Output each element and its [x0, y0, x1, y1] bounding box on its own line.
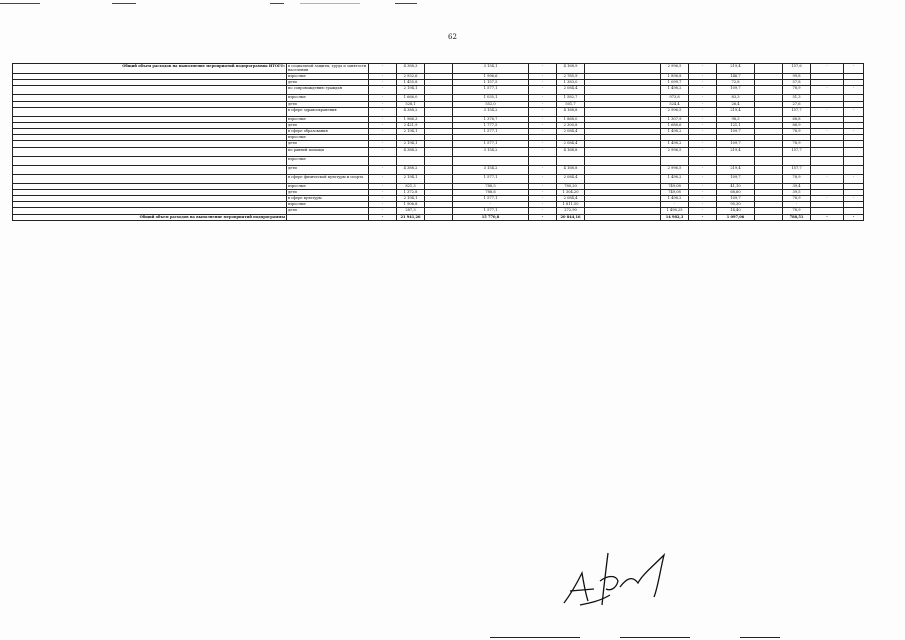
value-cell-9: 78,9 [783, 141, 811, 147]
value-cell-2: 4 388,2 [397, 107, 425, 116]
spacer-cell [425, 214, 453, 220]
value-cell-7: - [689, 73, 717, 79]
value-cell-7: - [689, 196, 717, 202]
row-label-cell: взрослые [287, 116, 369, 122]
value-cell-4: - [529, 95, 557, 101]
value-cell-4: - [529, 73, 557, 79]
value-cell-8: 121,1 [717, 122, 755, 128]
value-cell-7: - [689, 80, 717, 86]
value-cell-2: 1 455,8 [397, 80, 425, 86]
table-row [13, 64, 864, 74]
value-cell-6 [661, 156, 689, 165]
signature [560, 545, 690, 610]
spacer-cell [425, 86, 453, 95]
row-label-cell: взрослые [287, 95, 369, 101]
value-cell-7: - [689, 116, 717, 122]
value-cell-5: 4 168,8 [557, 107, 585, 116]
value-cell-2: 2 194,1 [397, 196, 425, 202]
table-row [13, 86, 864, 95]
value-cell-1: - [369, 107, 397, 116]
value-cell-10 [811, 165, 844, 174]
spacer-cell [585, 107, 661, 116]
row-label-cell: взрослые [287, 135, 369, 141]
value-cell-3: 15 770,8 [453, 214, 529, 220]
value-cell-8: 109,7 [717, 141, 755, 147]
row-label-cell: в сфере образования [287, 129, 369, 135]
value-cell-11: - [844, 107, 864, 116]
table-body [13, 64, 864, 221]
value-cell-9: 57,8 [783, 80, 811, 86]
row-label-cell: взрослые [287, 73, 369, 79]
value-cell-7: - [689, 189, 717, 195]
value-cell-3: 3 154,1 [453, 64, 529, 74]
spacer-cell [755, 174, 783, 183]
value-cell-10: - [811, 64, 844, 74]
row-label-cell: взрослые [287, 202, 369, 208]
value-cell-6: 14 982,3 [661, 214, 689, 220]
value-cell-3: 552,0 [453, 101, 529, 107]
value-cell-6: 2 996,5 [661, 165, 689, 174]
value-cell-6: 1 498,2 [661, 129, 689, 135]
table-row [13, 214, 864, 220]
value-cell-8: 109,7 [717, 86, 755, 95]
value-cell-6: 1 307,9 [661, 116, 689, 122]
value-cell-3: 1 996,6 [453, 73, 529, 79]
value-cell-2: 4 388,3 [397, 64, 425, 74]
scan-artifact-top [0, 0, 905, 8]
value-cell-2: 2 194,1 [397, 174, 425, 183]
value-cell-3: 1 577,1 [453, 196, 529, 202]
value-cell-3 [453, 156, 529, 165]
value-cell-10 [811, 147, 844, 156]
value-cell-9: 78,9 [783, 86, 811, 95]
value-cell-1 [369, 156, 397, 165]
spacer-cell [425, 165, 453, 174]
value-cell-8: 72,8 [717, 80, 755, 86]
value-cell-3: 1 577,1 [453, 174, 529, 183]
value-cell-3: 3 154,2 [453, 165, 529, 174]
value-cell-4: - [529, 116, 557, 122]
value-cell-5: 2 084,4 [557, 86, 585, 95]
spacer-cell [425, 64, 453, 74]
value-cell-4: - [529, 141, 557, 147]
value-cell-4: - [529, 80, 557, 86]
value-cell-1: - [369, 208, 397, 214]
value-cell-11 [844, 165, 864, 174]
value-cell-7: - [689, 129, 717, 135]
value-cell-4: - [529, 208, 557, 214]
value-cell-4 [529, 156, 557, 165]
value-cell-1: - [369, 147, 397, 156]
spacer-cell [755, 107, 783, 116]
value-cell-4: - [529, 86, 557, 95]
value-cell-2: 528,1 [397, 101, 425, 107]
value-cell-6: 2 996,5 [661, 64, 689, 74]
value-cell-1: - [369, 129, 397, 135]
value-cell-7 [689, 156, 717, 165]
value-cell-6: 2 996,5 [661, 107, 689, 116]
value-cell-1: - [369, 101, 397, 107]
value-cell-3: 1 577,1 [453, 141, 529, 147]
value-cell-1: - [369, 189, 397, 195]
value-cell-4: - [529, 107, 557, 116]
row-label-cell: в сфере здравоохранения [287, 107, 369, 116]
value-cell-6: 1 498,2 [661, 86, 689, 95]
value-cell-8: 109,7 [717, 196, 755, 202]
value-cell-6: 973,8 [661, 95, 689, 101]
value-cell-5: 1 811,50 [557, 202, 585, 208]
spacer-cell [585, 64, 661, 74]
value-cell-8: 219,4 [717, 107, 755, 116]
spacer-cell [585, 86, 661, 95]
value-cell-4: - [529, 189, 557, 195]
value-cell-2: 287,3 [397, 208, 425, 214]
value-cell-10: - [811, 107, 844, 116]
value-cell-5 [557, 156, 585, 165]
value-cell-7: - [689, 141, 717, 147]
value-cell-9: 788,51 [783, 214, 811, 220]
value-cell-4: - [529, 165, 557, 174]
spacer-cell [755, 64, 783, 74]
value-cell-8: 68,60 [717, 189, 755, 195]
value-cell-5: 4 168,9 [557, 64, 585, 74]
value-cell-9: 99,8 [783, 73, 811, 79]
value-cell-8: 83,3 [717, 95, 755, 101]
value-cell-5: 2 084,4 [557, 141, 585, 147]
spacer-cell [425, 147, 453, 156]
value-cell-3: 3 154,2 [453, 147, 529, 156]
row-label-cell: по ранней помощи [287, 147, 369, 156]
value-cell-8: 109,7 [717, 174, 755, 183]
value-cell-7: - [689, 214, 717, 220]
value-cell-11: - [844, 64, 864, 74]
row-label-cell: дети [287, 80, 369, 86]
row-label-cell [287, 214, 369, 220]
value-cell-1: - [369, 116, 397, 122]
spacer-cell [755, 165, 783, 174]
spacer-cell [425, 156, 453, 165]
value-cell-7: - [689, 95, 717, 101]
value-cell-8 [717, 156, 755, 165]
spacer-cell [755, 214, 783, 220]
value-cell-3: 1 376,7 [453, 116, 529, 122]
value-cell-8: 14,40 [717, 208, 755, 214]
value-cell-5: 2 785,9 [557, 73, 585, 79]
row-title-cell [13, 156, 287, 165]
value-cell-7: - [689, 183, 717, 189]
value-cell-10: - [811, 129, 844, 135]
value-cell-9 [783, 156, 811, 165]
value-cell-9: 68,8 [783, 116, 811, 122]
value-cell-5: 2 084,4 [557, 196, 585, 202]
value-cell-9: 78,9 [783, 208, 811, 214]
value-cell-5: 1 383,0 [557, 80, 585, 86]
value-cell-1: - [369, 196, 397, 202]
value-cell-9: 51,3 [783, 95, 811, 101]
value-cell-8: 219,4 [717, 165, 755, 174]
value-cell-3: 1 777,5 [453, 122, 529, 128]
value-cell-11: - [844, 214, 864, 220]
value-cell-6: 2 996,5 [661, 147, 689, 156]
value-cell-4: - [529, 64, 557, 74]
expenses-table [12, 63, 864, 221]
value-cell-10: - [811, 86, 844, 95]
value-cell-8: 219,4 [717, 64, 755, 74]
value-cell-8: 219,4 [717, 147, 755, 156]
value-cell-3: 788,6 [453, 189, 529, 195]
value-cell-7: - [689, 122, 717, 128]
value-cell-8: 109,7 [717, 129, 755, 135]
value-cell-3: - [453, 202, 529, 208]
spacer-cell [755, 86, 783, 95]
value-cell-6: 1 498,2 [661, 174, 689, 183]
value-cell-1: - [369, 73, 397, 79]
value-cell-11: - [844, 129, 864, 135]
value-cell-1: - [369, 183, 397, 189]
row-label-cell: дети [287, 141, 369, 147]
value-cell-6: 749,08 [661, 189, 689, 195]
value-cell-2: 4 388,2 [397, 165, 425, 174]
row-label-cell: дети [287, 189, 369, 195]
row-title-cell [13, 107, 287, 116]
value-cell-5: 2 084,4 [557, 174, 585, 183]
value-cell-6: 1 498,25 [661, 208, 689, 214]
value-cell-9: 157,7 [783, 165, 811, 174]
spacer-cell [585, 174, 661, 183]
value-cell-4: - [529, 101, 557, 107]
value-cell-6: 1 498,2 [661, 141, 689, 147]
value-cell-7: - [689, 64, 717, 74]
value-cell-1: - [369, 122, 397, 128]
value-cell-2: 2 421,9 [397, 122, 425, 128]
value-cell-10 [811, 156, 844, 165]
value-cell-1: - [369, 141, 397, 147]
row-title-cell: Общий объем расходов на выполнение мероприятий подпрограммы ИТОГО: [13, 64, 287, 74]
value-cell-11 [844, 147, 864, 156]
value-cell-7: - [689, 202, 717, 208]
value-cell-2: 1 372,8 [397, 189, 425, 195]
value-cell-8: 95,30 [717, 202, 755, 208]
row-label-cell: дети [287, 122, 369, 128]
row-title-cell [13, 165, 287, 174]
value-cell-7: - [689, 86, 717, 95]
expenses-table-wrapper [12, 63, 855, 221]
value-cell-9: 78,9 [783, 196, 811, 202]
row-label-cell: по сопровождению граждан [287, 86, 369, 95]
value-cell-10: - [811, 174, 844, 183]
value-cell-8: 98,3 [717, 116, 755, 122]
value-cell-2: 821,3 [397, 183, 425, 189]
value-cell-9: 39,4 [783, 183, 811, 189]
page-number: 62 [448, 33, 457, 41]
value-cell-9: 157,7 [783, 107, 811, 116]
value-cell-2: 2 194,1 [397, 141, 425, 147]
value-cell-1: - [369, 165, 397, 174]
value-cell-4: - [529, 174, 557, 183]
value-cell-3: 1 577,1 [453, 129, 529, 135]
value-cell-1: - [369, 214, 397, 220]
value-cell-2: 2 932,6 [397, 73, 425, 79]
spacer-cell [585, 156, 661, 165]
value-cell-2: 4 388,2 [397, 147, 425, 156]
value-cell-5: 501,7 [557, 101, 585, 107]
value-cell-3: 1 035,1 [453, 95, 529, 101]
value-cell-2: 2 194,1 [397, 129, 425, 135]
spacer-cell [755, 147, 783, 156]
value-cell-2: 21 941,26 [397, 214, 425, 220]
row-label-cell: дети [287, 208, 369, 214]
value-cell-7: - [689, 101, 717, 107]
value-cell-7: - [689, 165, 717, 174]
value-cell-4: - [529, 129, 557, 135]
table-row [13, 165, 864, 174]
value-cell-8: 146,7 [717, 73, 755, 79]
value-cell-2 [397, 156, 425, 165]
value-cell-1: - [369, 202, 397, 208]
value-cell-3: 1 157,5 [453, 80, 529, 86]
spacer-cell [585, 147, 661, 156]
value-cell-2: 1 966,3 [397, 116, 425, 122]
value-cell-6: 1 099,7 [661, 80, 689, 86]
row-label-cell: в социальной защиты, труда и занятости населения [287, 64, 369, 74]
value-cell-9: 157,6 [783, 64, 811, 74]
value-cell-5: 2 300,8 [557, 122, 585, 128]
value-cell-4: - [529, 202, 557, 208]
value-cell-9: - [783, 202, 811, 208]
value-cell-9: 157,7 [783, 147, 811, 156]
row-label-cell: дети [287, 101, 369, 107]
value-cell-11: - [844, 196, 864, 202]
spacer-cell [425, 174, 453, 183]
value-cell-5: 780,20 [557, 183, 585, 189]
value-cell-2: 1 666,0 [397, 95, 425, 101]
row-label-cell: взрослые [287, 156, 369, 165]
value-cell-5: 2 084,4 [557, 129, 585, 135]
value-cell-5: 1 582,7 [557, 95, 585, 101]
value-cell-6: 1 896,8 [661, 73, 689, 79]
value-cell-7: - [689, 107, 717, 116]
value-cell-2: 2 194,1 [397, 86, 425, 95]
spacer-cell [585, 214, 661, 220]
row-title-cell [13, 147, 287, 156]
value-cell-7: - [689, 174, 717, 183]
value-cell-3: 1 577,1 [453, 86, 529, 95]
value-cell-7: - [689, 208, 717, 214]
table-row [13, 156, 864, 165]
value-cell-3: 3 154,2 [453, 107, 529, 116]
value-cell-1: - [369, 80, 397, 86]
spacer-cell [585, 165, 661, 174]
value-cell-1: - [369, 95, 397, 101]
value-cell-5: 4 168,8 [557, 147, 585, 156]
row-label-cell: в сфере физической культуры и спорта [287, 174, 369, 183]
value-cell-3: 788,5 [453, 183, 529, 189]
row-label-cell: в сфере культуры [287, 196, 369, 202]
row-label-cell: дети [287, 165, 369, 174]
value-cell-7: - [689, 147, 717, 156]
value-cell-4: - [529, 147, 557, 156]
value-cell-9: 78,9 [783, 174, 811, 183]
spacer-cell [425, 107, 453, 116]
value-cell-4: - [529, 122, 557, 128]
value-cell-3: 1 577,1 [453, 208, 529, 214]
row-title-cell [13, 86, 287, 95]
value-cell-6: 524,4 [661, 101, 689, 107]
value-cell-8: 1 097,06 [717, 214, 755, 220]
value-cell-5: 1 304,20 [557, 189, 585, 195]
value-cell-5: 20 844,16 [557, 214, 585, 220]
value-cell-1: - [369, 174, 397, 183]
value-cell-6: 1 498,2 [661, 196, 689, 202]
value-cell-4: - [529, 214, 557, 220]
value-cell-2: 1 906,8 [397, 202, 425, 208]
value-cell-9: 88,9 [783, 122, 811, 128]
value-cell-9: 78,9 [783, 129, 811, 135]
value-cell-11: - [844, 86, 864, 95]
value-cell-10: - [811, 196, 844, 202]
value-cell-11: - [844, 174, 864, 183]
table-row [13, 107, 864, 116]
row-title-cell [13, 174, 287, 183]
value-cell-8: 41,10 [717, 183, 755, 189]
value-cell-4: - [529, 196, 557, 202]
value-cell-9: 27,6 [783, 101, 811, 107]
value-cell-6: 749,08 [661, 183, 689, 189]
value-cell-1: - [369, 64, 397, 74]
value-cell-6: - [661, 202, 689, 208]
value-cell-1: - [369, 86, 397, 95]
row-label-cell: взрослые [287, 183, 369, 189]
row-title-cell: Общий объем расходов на выполнение мероприятий подпрограммы [13, 214, 287, 220]
spacer-cell [755, 156, 783, 165]
table-row [13, 147, 864, 156]
value-cell-5: 4 168,8 [557, 165, 585, 174]
value-cell-11 [844, 156, 864, 165]
value-cell-6: 1 688,6 [661, 122, 689, 128]
value-cell-8: 26,4 [717, 101, 755, 107]
value-cell-5: 1 868,0 [557, 116, 585, 122]
value-cell-5: 272,90 [557, 208, 585, 214]
value-cell-4: - [529, 183, 557, 189]
value-cell-9: 39,5 [783, 189, 811, 195]
table-row [13, 174, 864, 183]
value-cell-10: - [811, 214, 844, 220]
